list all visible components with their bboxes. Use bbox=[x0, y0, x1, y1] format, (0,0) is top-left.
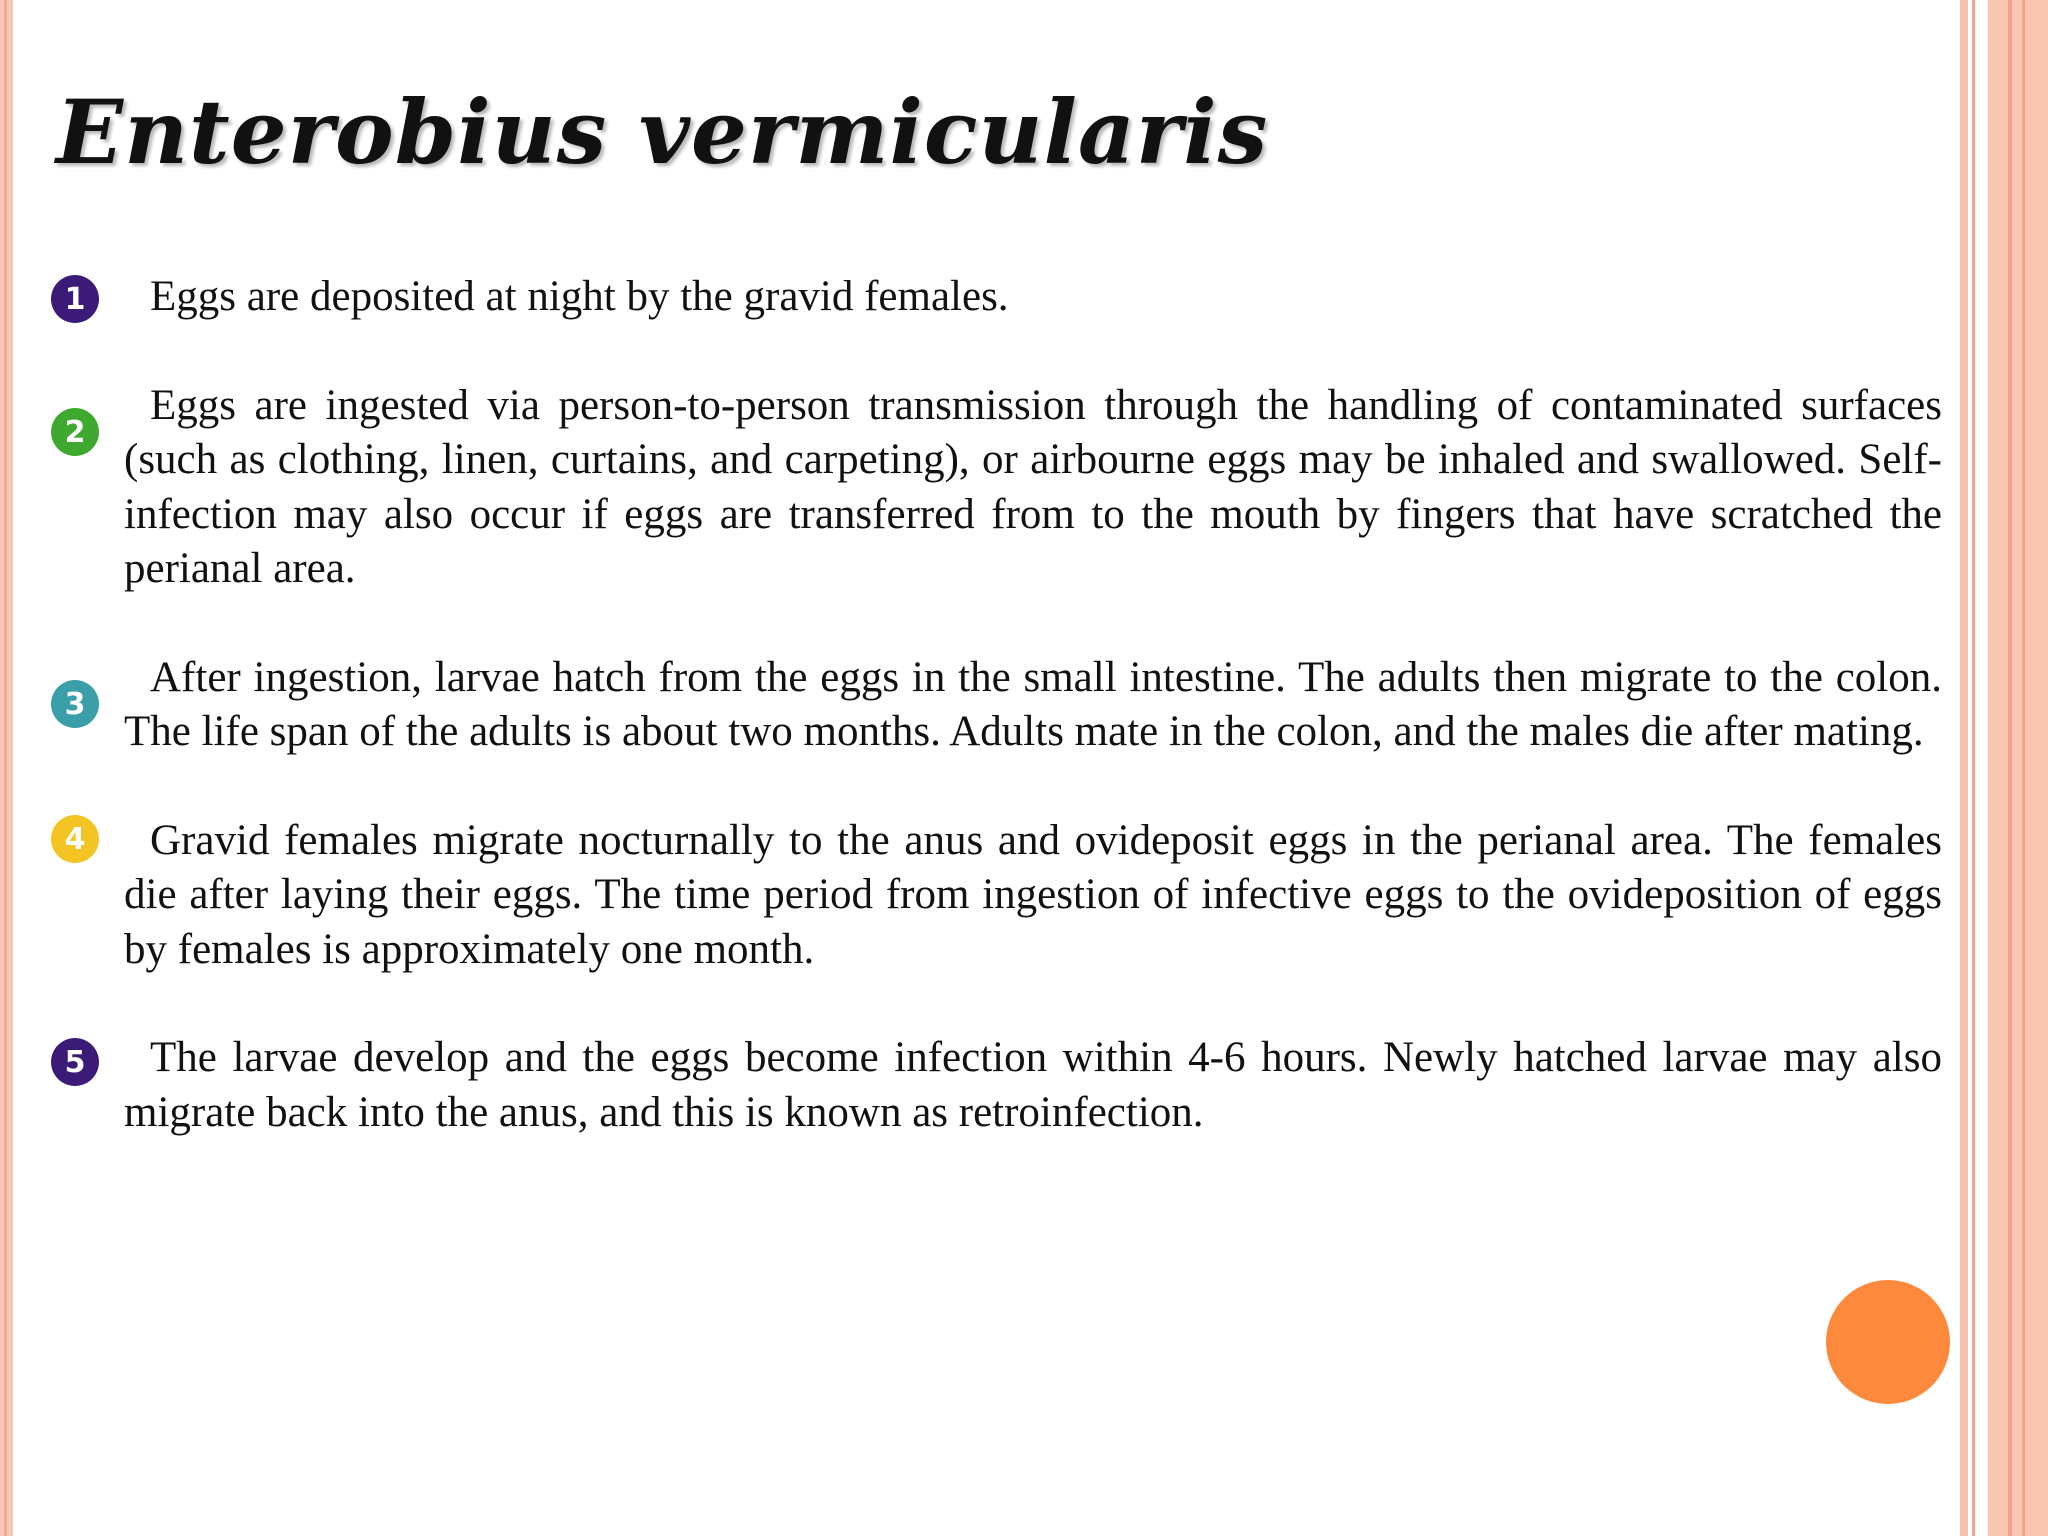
number-4-icon bbox=[50, 814, 100, 864]
item-text: Eggs are deposited at night by the gravid females. bbox=[150, 273, 1009, 320]
list-item bbox=[50, 379, 1942, 597]
list-item bbox=[50, 814, 1942, 978]
item-text: The larvae develop and the eggs become infection within 4-6 hours. Newly hatched larvae may also migrate back into the anus, and this is known as retroinfection. bbox=[124, 1034, 1942, 1136]
left-border-decoration bbox=[0, 0, 13, 1536]
list-item bbox=[50, 270, 1942, 325]
item-text: Gravid females migrate nocturnally to the anus and ovideposit eggs in the perianal area. The females die after laying their eggs. The time period from ingestion of infective eggs to the ovideposition of eggs by females is approximately one month. bbox=[124, 816, 1942, 973]
item-text: Eggs are ingested via person-to-person transmission through the handling of contaminated surfaces (such as clothing, linen, curtains, and carpeting), or airbourne eggs may be inhaled and swallowed. Self-infection may also occur if eggs are transferred from to the mouth by fingers that have scratched the perianal area. bbox=[124, 381, 1942, 592]
item-text: After ingestion, larvae hatch from the eggs in the small intestine. The adults then migrate to the colon. The life span of the adults is about two months. Adults mate in the colon, and the males die after mating. bbox=[124, 653, 1942, 755]
svg-text:5: 5 bbox=[64, 1045, 86, 1080]
svg-text:3: 3 bbox=[64, 686, 86, 722]
lifecycle-list bbox=[50, 270, 1942, 1194]
right-border-decoration bbox=[1960, 0, 2048, 1536]
svg-text:4: 4 bbox=[64, 821, 86, 857]
slide-title: Enterobius vermicularis bbox=[56, 80, 1269, 184]
accent-circle-decoration bbox=[1826, 1280, 1950, 1404]
svg-text:1: 1 bbox=[64, 282, 86, 317]
number-2-icon bbox=[50, 407, 100, 457]
number-5-icon bbox=[50, 1037, 100, 1087]
list-item bbox=[50, 651, 1942, 760]
number-1-icon bbox=[50, 274, 100, 324]
number-3-icon bbox=[50, 679, 100, 729]
list-item bbox=[50, 1031, 1942, 1140]
svg-text:2: 2 bbox=[64, 414, 86, 450]
